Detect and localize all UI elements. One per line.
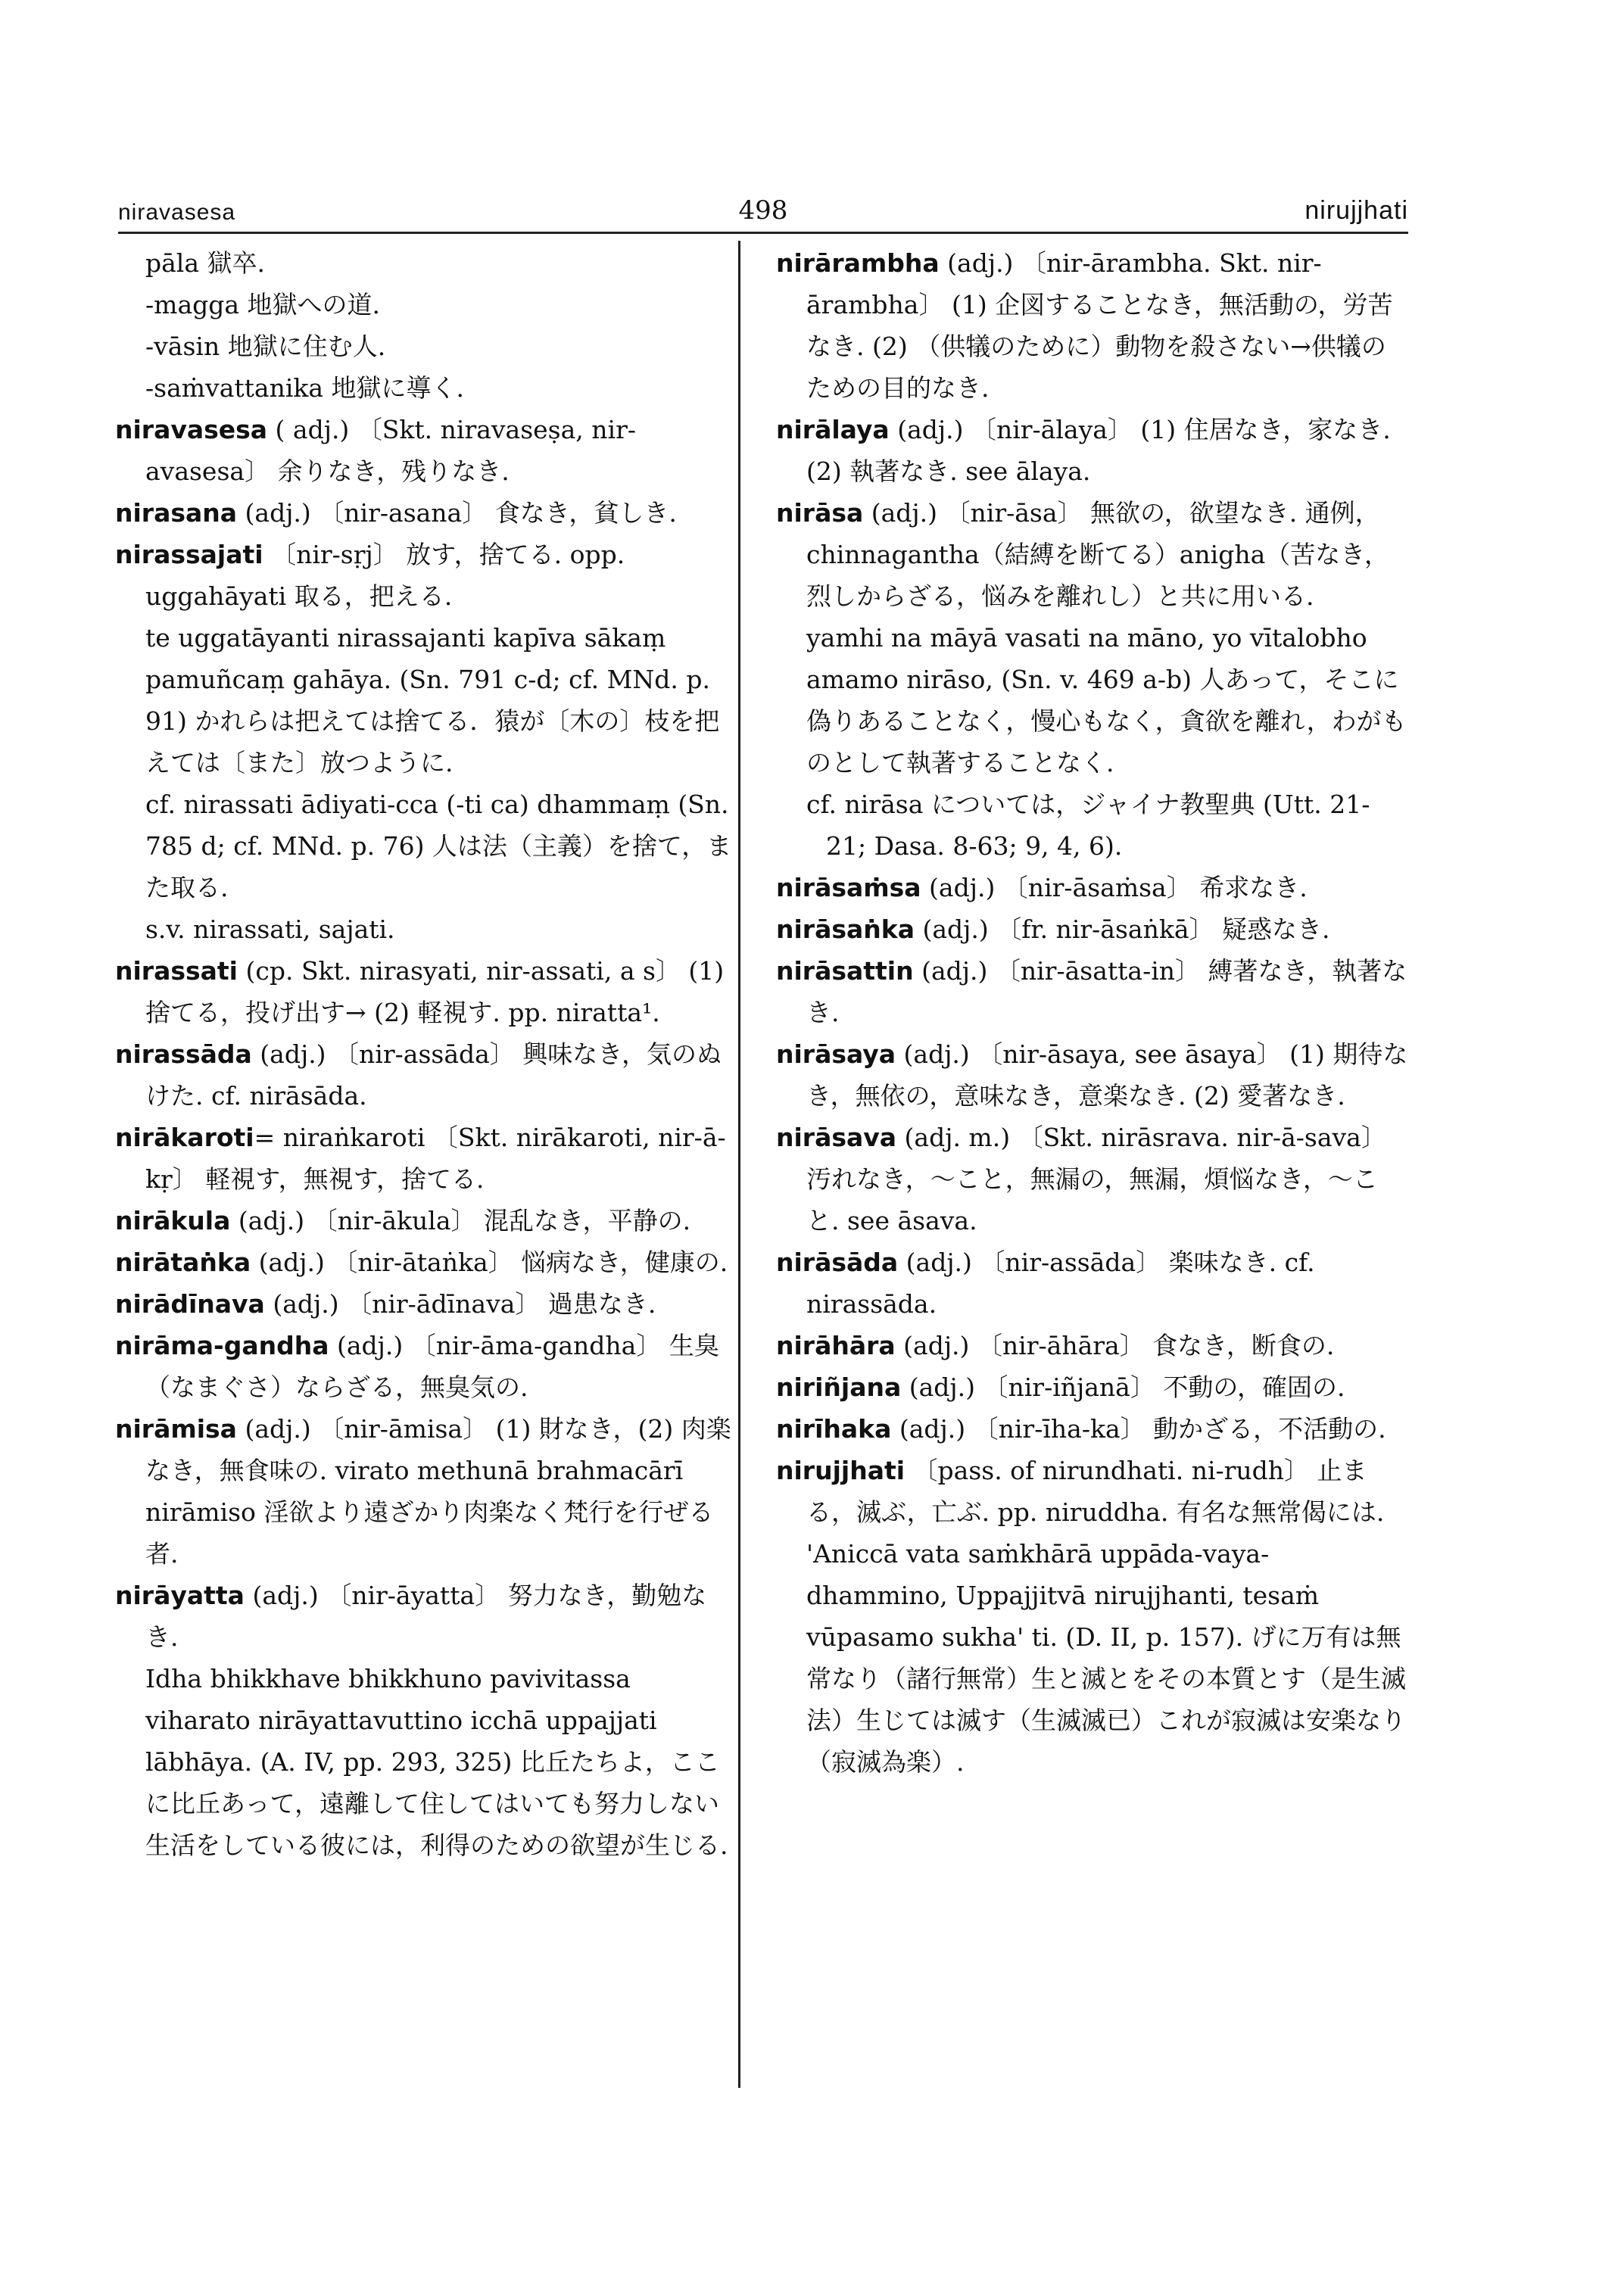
entry-headword: nirīhaka (776, 1414, 892, 1444)
example-quote: 'Aniccā vata saṁkhārā uppāda-vaya-dhammino, Uppajjitvā nirujjhanti, tesaṁ vūpasamo sukha' ti. (D. II, p. 157). げに万有は無常なり（諸行無常）生と滅とをその本質とす（是生滅法）生じては滅す（生滅滅已）これが寂滅は安楽なり（寂滅為楽）. (806, 1539, 1406, 1777)
entry-headword: nirākaroti (115, 1123, 254, 1152)
entry-definition: (adj.) 〔nir-āyatta〕 努力なき，勤勉なき. (145, 1581, 707, 1652)
entry-headword: nirassajati (115, 540, 263, 569)
compound-subentry: pāla 獄卒. (145, 248, 266, 278)
example-quote: cf. nirassati ādiyati-cca (-ti ca) dhammaṃ (Sn. 785 d; cf. MNd. p. 76) 人は法（主義）を捨て，また取る. (145, 790, 732, 902)
entry-headword: nirujjhati (776, 1456, 906, 1485)
entry-headword: nirādīnava (115, 1289, 265, 1319)
page-header (118, 189, 1408, 234)
dictionary-entry (776, 1450, 1408, 1533)
entry-headword: nirāsaya (776, 1039, 896, 1069)
dictionary-entry (776, 1033, 1408, 1117)
entry-definition: (adj.) 〔nir-assāda〕 興味なき，気のぬけた. cf. nirāsāda. (145, 1039, 722, 1111)
example-quote: s.v. nirassati, sajati. (145, 914, 395, 944)
dictionary-entry (776, 908, 1408, 950)
dictionary-entry (115, 409, 736, 492)
dictionary-entry (776, 409, 1408, 492)
running-head-right: nirujjhati (1304, 196, 1408, 225)
entry-definition: (adj.) 〔nir-ādīnava〕 過患なき. (264, 1289, 656, 1319)
dictionary-entry (115, 1575, 736, 1658)
entry-definition: (adj.) 〔nir-āsaya, see āsaya〕 (1) 期待なき，無依の，意味なき，意楽なき. (2) 愛著なき. (806, 1039, 1408, 1111)
entry-definition: 〔pass. of nirundhati. ni-rudh〕 止まる，滅ぶ，亡ぶ. pp. niruddha. 有名な無常偈には. (806, 1456, 1385, 1527)
entry-headword: nirākula (115, 1206, 231, 1235)
entry-definition: (adj.) 〔fr. nir-āsaṅkā〕 疑惑なき. (914, 914, 1330, 944)
entry-definition: (adj.) 〔nir-āsaṁsa〕 希求なき. (921, 873, 1308, 902)
example-quote: Idha bhikkhave bhikkhuno pavivitassa viharato nirāyattavuttino icchā uppajjati lābhāya. (A. IV, pp. 293, 325) 比丘たちよ，ここに比丘あって，遠離して住してはいても努力しない生活をしている彼には，利得のための欲望が生じる. (145, 1664, 728, 1860)
dictionary-entry (115, 1117, 736, 1200)
entry-headword: nirārambha (776, 248, 940, 278)
dictionary-entry (776, 950, 1408, 1033)
entry-headword: nirātaṅka (115, 1248, 251, 1277)
entry-headword: niravasesa (115, 415, 268, 444)
entry-headword: nirāyatta (115, 1581, 245, 1610)
entry-headword: niriñjana (776, 1372, 902, 1402)
entry-definition: 〔nir-sṛj〕 放す，捨てる. opp. uggahāyati 取る，把える. (145, 540, 625, 611)
entry-definition: ( adj.) 〔Skt. niravaseṣa, nir-avasesa〕 余りなき，残りなき. (145, 415, 637, 486)
dictionary-entry (115, 1033, 736, 1117)
dictionary-entry (776, 867, 1408, 908)
entry-definition: (adj.) 〔nir-ārambha. Skt. nir-ārambha〕 (1) 企図することなき，無活動の，労苦なき. (2) （供犠のために）動物を殺さない→供犠のための目的なき. (806, 248, 1393, 403)
entry-definition: = niraṅkaroti 〔Skt. nirākaroti, nir-ā-kṛ〕 軽視す，無視す，捨てる. (145, 1123, 726, 1194)
running-head-left: niravasesa (118, 200, 236, 225)
entry-definition: (adj.) 〔nir-asana〕 食なき，貧しき. (237, 498, 677, 528)
entry-definition: (adj.) 〔nir-āhāra〕 食なき，断食の. (895, 1331, 1335, 1360)
entry-headword: nirāsaṁsa (776, 873, 921, 902)
dictionary-entry (776, 1117, 1408, 1242)
dictionary-entry (115, 492, 736, 534)
entry-definition: (adj.) 〔nir-āsa〕 無欲の，欲望なき. 通例，chinnagantha（結縛を断てる）anigha（苦なき，烈しからざる，悩みを離れし）と共に用いる. (806, 498, 1389, 611)
dictionary-entry (115, 1242, 736, 1283)
compound-subentry: -magga 地獄への道. (145, 290, 381, 319)
entry-definition: (adj.) 〔nir-āma-gandha〕 生臭（なまぐさ）ならざる，無臭気の. (145, 1331, 719, 1402)
dictionary-entry (115, 534, 736, 617)
entry-definition: (adj.) 〔nir-ākula〕 混乱なき，平静の. (230, 1206, 691, 1235)
right-column (776, 242, 1408, 2074)
entry-definition: (adj.) 〔nir-ālaya〕 (1) 住居なき，家なき. (2) 執著なき. see ālaya. (806, 415, 1391, 486)
dictionary-entry (776, 1366, 1408, 1408)
entry-definition: (adj.) 〔nir-īha-ka〕 動かざる，不活動の. (891, 1414, 1386, 1444)
column-divider (738, 241, 740, 2088)
entry-headword: nirāhāra (776, 1331, 896, 1360)
dictionary-entry (115, 1283, 736, 1325)
dictionary-entry (115, 1408, 736, 1575)
entry-headword: nirāsava (776, 1123, 897, 1152)
entry-headword: nirāma-gandha (115, 1331, 329, 1360)
dictionary-entry (776, 492, 1408, 617)
entry-definition: (adj.) 〔nir-assāda〕 楽味なき. cf. nirassāda. (806, 1248, 1315, 1319)
dictionary-entry (776, 1325, 1408, 1366)
cross-reference: cf. nirāsa については，ジャイナ教聖典 (Utt. 21-21; Dasa. 8-63; 9, 4, 6). (806, 790, 1370, 861)
dictionary-entry (115, 950, 736, 1033)
left-column (115, 242, 736, 2074)
entry-definition: (adj.) 〔nir-āsatta-in〕 縛著なき，執著なき. (806, 956, 1407, 1027)
dictionary-entry (776, 1408, 1408, 1450)
entry-headword: nirāsaṅka (776, 914, 915, 944)
page-number: 498 (738, 195, 788, 226)
entry-headword: nirālaya (776, 415, 890, 444)
entry-headword: nirassati (115, 956, 238, 986)
dictionary-entry (776, 1242, 1408, 1325)
compound-subentry: -saṁvattanika 地獄に導く. (145, 373, 465, 403)
entry-headword: nirāsattin (776, 956, 914, 986)
entry-headword: nirasana (115, 498, 238, 528)
entry-headword: nirassāda (115, 1039, 252, 1069)
entry-headword: nirāsa (776, 498, 864, 528)
entry-definition: (adj.) 〔nir-iñjanā〕 不動の，確固の. (901, 1372, 1345, 1402)
entry-headword: nirāmisa (115, 1414, 237, 1444)
entry-definition: (adj.) 〔nir-ātaṅka〕 悩病なき，健康の. (251, 1248, 728, 1277)
dictionary-entry (115, 1325, 736, 1408)
example-quote: te uggatāyanti nirassajanti kapīva sākaṃ pamuñcaṃ gahāya. (Sn. 791 c-d; cf. MNd. p. 91) かれらは把えては捨てる．猿が〔木の〕枝を把えては〔また〕放つように. (145, 623, 720, 777)
example-quote: yamhi na māyā vasati na māno, yo vītalobho amamo nirāso, (Sn. v. 469 a-b) 人あって，そこに偽りあることなく，慢心もなく，貪欲を離れ，わがものとして執著することなく. (806, 623, 1407, 777)
entry-definition: (cp. Skt. nirasyati, nir-assati, a s〕 (1) 捨てる，投げ出す→ (2) 軽視す. pp. niratta¹. (145, 956, 725, 1027)
entry-definition: (adj. m.) 〔Skt. nirāsrava. nir-ā-sava〕 汚れなき，〜こと，無漏の，無漏，煩悩なき，〜こと. see āsava. (806, 1123, 1386, 1235)
entry-headword: nirāsāda (776, 1248, 899, 1277)
entry-definition: (adj.) 〔nir-āmisa〕 (1) 財なき，(2) 肉楽なき，無食味の. virato methunā brahmacārī nirāmiso 淫欲より遠ざかり肉楽なく梵行を行ぜる者. (145, 1414, 731, 1569)
dictionary-entry (776, 242, 1408, 409)
compound-subentry: -vāsin 地獄に住む人. (145, 332, 386, 361)
dictionary-entry (115, 1200, 736, 1242)
